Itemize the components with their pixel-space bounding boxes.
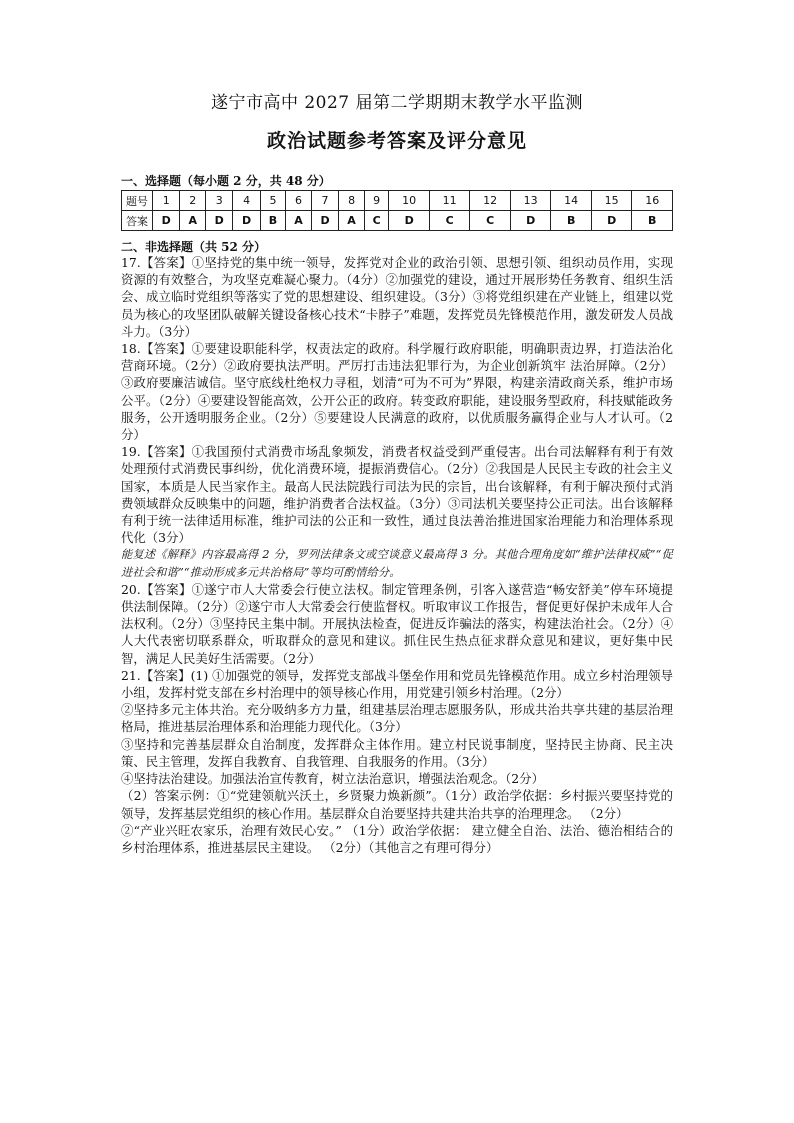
- table-cell: 12: [470, 191, 511, 211]
- table-cell: D: [510, 211, 551, 231]
- table-cell: D: [311, 211, 338, 231]
- table-cell: 9: [364, 191, 389, 211]
- answer-text: 20.【答案】①遂宁市人大常委会行使立法权。制定管理条例，引客入遂营造“畅安舒美”停车环境提供法制保障。（2分）②遂宁市人大常委会行使监督权。听取审议工作报告，督促更好保护未成年人合法权利。（2分）③坚持民主集中制。开展执法检查，促进反诈骗法的落实，构建法治社会。（2分）④人大代表密切联系群众，听取群众的意见和建议。抓住民生热点征求群众意见和建议，更好集中民智，满足人民美好生活需要。（2分）: [121, 581, 673, 666]
- table-cell: 3: [206, 191, 233, 211]
- question-number-row: [122, 191, 673, 211]
- question-17: [121, 254, 673, 340]
- table-cell: 4: [233, 191, 260, 211]
- table-cell: 1: [153, 191, 180, 211]
- table-cell: 11: [429, 191, 470, 211]
- table-cell: A: [339, 211, 365, 231]
- question-21: [121, 667, 673, 856]
- scoring-note: 能复述《解释》内容最高得 2 分，罗列法律条文或空谈意义最高得 3 分。其他合理角度如“维护法律权威”“促进社会和谐”“推动形成多元共治格局”等均可酌情给分。: [121, 548, 673, 579]
- row-label-question: 题号: [122, 191, 153, 211]
- answer-table: [121, 190, 673, 231]
- table-cell: 8: [339, 191, 365, 211]
- table-cell: 6: [286, 191, 312, 211]
- table-cell: C: [429, 211, 470, 231]
- answer-text: 17.【答案】①坚持党的集中统一领导，发挥党对企业的政治引领、思想引领、组织动员作用，实现资源的有效整合，为攻坚克难凝心聚力。（4分）②加强党的建设，通过开展形势任务教育、组织生活会、成立临时党组织等落实了党的思想建设、组织建设。（3分）③将党组织建在产业链上，组建以党员为核心的攻坚团队破解关键设备核心技术“卡脖子”难题，发挥党员先锋模范作用，激发研发人员战斗力。（3分）: [121, 255, 673, 339]
- answer-text: ②坚持多元主体共治。充分吸纳多方力量，组建基层治理志愿服务队，形成共治共享共建的基层治理格局，推进基层治理体系和治理能力现代化。（3分）: [121, 702, 673, 735]
- row-label-answer: 答案: [122, 211, 153, 231]
- table-cell: 14: [551, 191, 592, 211]
- table-cell: 16: [632, 191, 673, 211]
- table-cell: A: [286, 211, 312, 231]
- answer-text: ③坚持和完善基层群众自治制度，发挥群众主体作用。建立村民说事制度，坚持民主协商、民主决策、民主管理，发挥自我教育、自我管理、自我服务的作用。（3分）: [121, 736, 673, 769]
- table-cell: B: [260, 211, 285, 231]
- table-cell: 7: [311, 191, 338, 211]
- question-20: [121, 581, 673, 667]
- table-cell: C: [470, 211, 511, 231]
- question-18: [121, 340, 673, 443]
- question-19: [121, 443, 673, 581]
- table-cell: A: [180, 211, 206, 231]
- answer-text: ②“产业兴旺农家乐，治理有效民心安。” （1分）政治学依据： 建立健全自治、法治、德治相结合的乡村治理体系，推进基层民主建设。 （2分）（其他言之有理可得分）: [121, 822, 673, 855]
- page-title-line1: 遂宁市高中 2027 届第二学期期末教学水平监测: [210, 93, 584, 113]
- page-title-line2: 政治试题参考答案及评分意见: [266, 130, 527, 152]
- table-cell: D: [591, 211, 632, 231]
- table-cell: 13: [510, 191, 551, 211]
- answer-row: [122, 211, 673, 231]
- table-cell: C: [364, 211, 389, 231]
- answer-body: [121, 254, 673, 856]
- answer-text: 21.【答案】(1) ①加强党的领导，发挥党支部战斗堡垒作用和党员先锋模范作用。成立乡村治理领导小组，发挥村党支部在乡村治理中的领导核心作用，用党建引领乡村治理。（2分）: [121, 667, 673, 701]
- table-cell: D: [233, 211, 260, 231]
- table-cell: 5: [260, 191, 285, 211]
- answer-text: 18.【答案】①要建设职能科学，权责法定的政府。科学履行政府职能，明确职责边界，打造法治化营商环境。（2分）②政府要执法严明。严厉打击违法犯罪行为，为企业创新筑牢 法治屏障。（2分）③政府要廉洁诚信。坚守底线杜绝权力寻租，划清“可为不可为”界限，构建亲清政商关系，维护市场公平。（2分）④要建设智能高效，公开公正的政府。转变政府职能，建设服务型政府，科技赋能政务服务，公开透明服务企业。（2分）⑤要建设人民满意的政府，以优质服务赢得企业与人才认可。（2分）: [121, 341, 673, 443]
- table-cell: 2: [180, 191, 206, 211]
- answer-text: （2）答案示例：①“党建领航兴沃土，乡贤聚力焕新颜”。（1分）政治学依据：乡村振兴要坚持党的领导，发挥基层党组织的核心作用。基层群众自治要坚持共建共治共享的治理理念。 （2分）: [121, 788, 673, 821]
- table-cell: D: [206, 211, 233, 231]
- answer-text: 19.【答案】①我国预付式消费市场乱象频发，消费者权益受到严重侵害。出台司法解释有利于有效处理预付式消费民事纠纷，优化消费环境，提振消费信心。（2分）②我国是人民民主专政的社会主义国家，本质是人民当家作主。最高人民法院践行司法为民的宗旨，出台该解释，有利于解决预付式消费领域群众反映集中的问题，维护消费者合法权益。（3分）③司法机关要坚持公正司法。出台该解释有利于统一法律适用标准，维护司法的公正和一致性，通过良法善治推进国家治理能力和治理体系现代化（3分）: [121, 444, 673, 546]
- table-cell: B: [632, 211, 673, 231]
- table-cell: D: [153, 211, 180, 231]
- table-cell: 15: [591, 191, 632, 211]
- section1-heading: 一、选择题（每小题 2 分，共 48 分）: [121, 174, 331, 188]
- section2-heading: 二、非选择题（共 52 分）: [121, 240, 267, 254]
- table-cell: D: [389, 211, 430, 231]
- table-cell: B: [551, 211, 592, 231]
- table-cell: 10: [389, 191, 430, 211]
- answer-text: ④坚持法治建设。加强法治宣传教育，树立法治意识，增强法治观念。（2分）: [121, 771, 544, 787]
